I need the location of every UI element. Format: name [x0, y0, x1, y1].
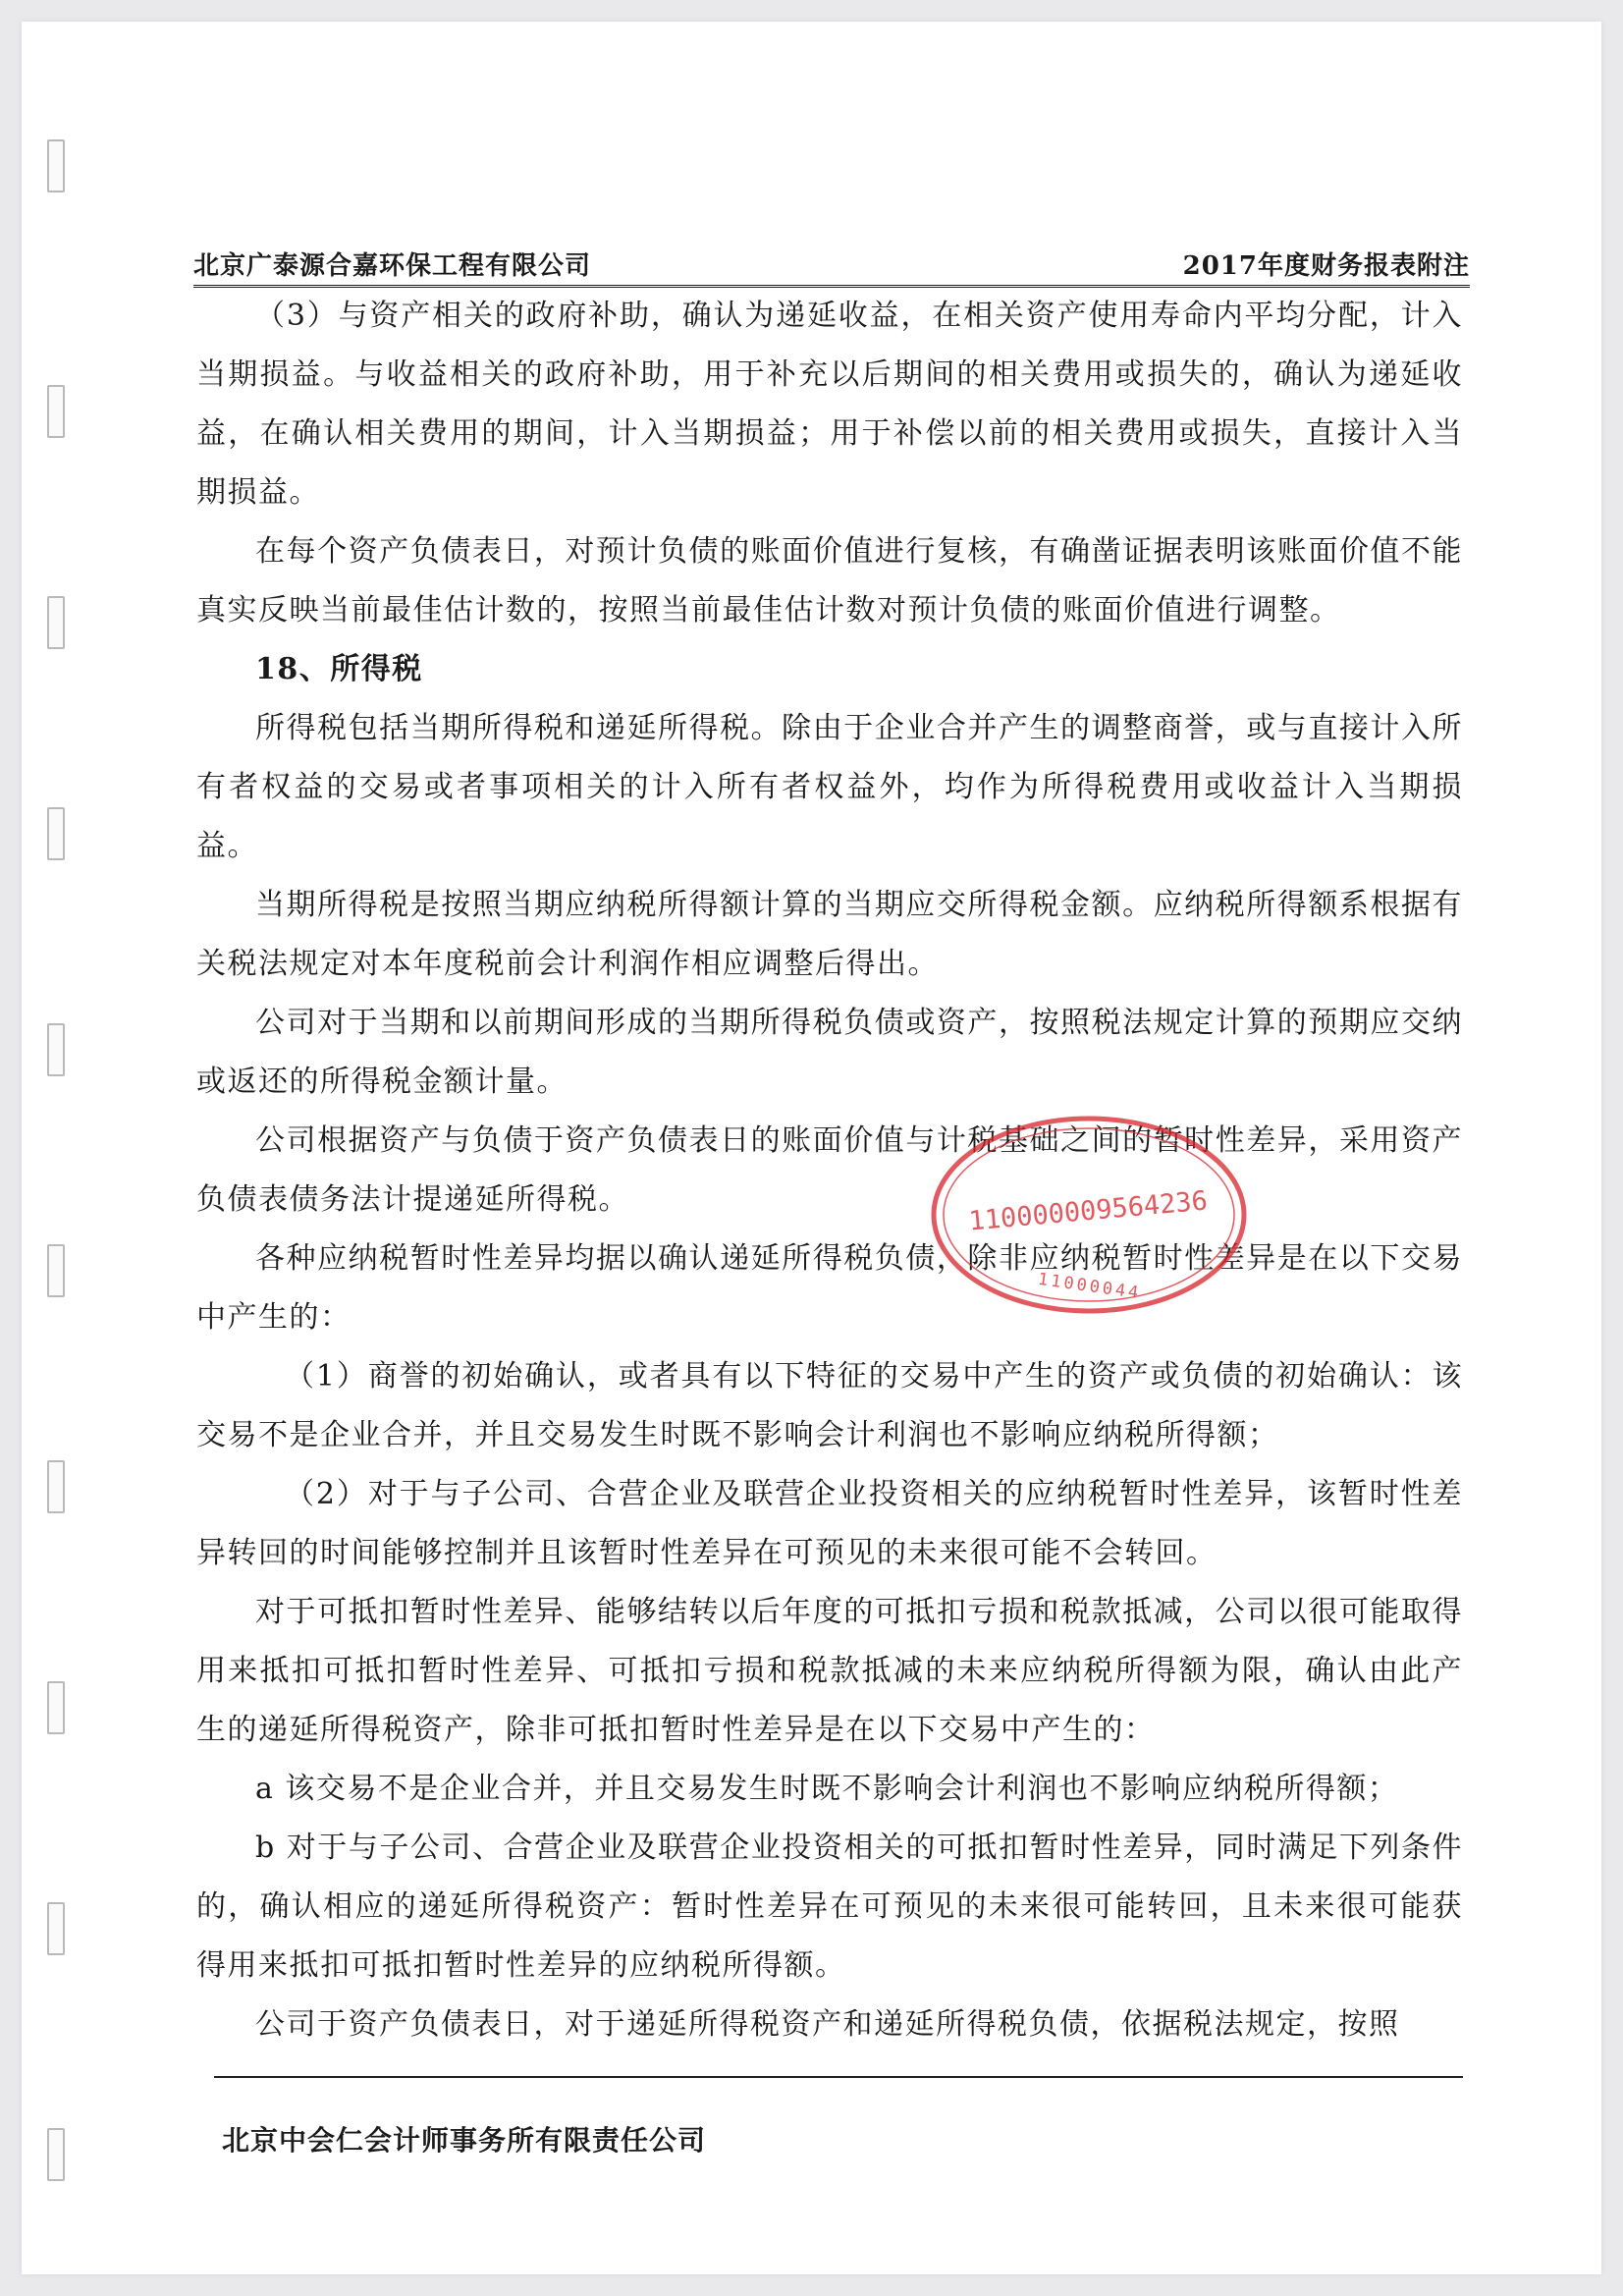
paragraph-income-tax-scope: 所得税包括当期所得税和递延所得税。除由于企业合并产生的调整商誉，或与直接计入所有者权益的交易或者事项相关的计入所有者权益外，均作为所得税费用或收益计入当期损益。	[196, 711, 1463, 863]
paragraph-exception-2: （2）对于与子公司、合营企业及联营企业投资相关的应纳税暂时性差异，该暂时性差异转回的时间能够控制并且该暂时性差异在可预见的未来很可能不会转回。	[196, 1477, 1463, 1570]
footer-firm-name: 北京中会仁会计师事务所有限责任公司	[222, 2124, 707, 2157]
paragraph-current-tax-measurement: 公司对于当期和以前期间形成的当期所得税负债或资产，按照税法规定计算的预期应交纳或返还的所得税金额计量。	[196, 1006, 1463, 1099]
binding-hole	[47, 596, 65, 649]
paragraph-current-tax: 当期所得税是按照当期应纳税所得额计算的当期应交所得税金额。应纳税所得额系根据有关税法规定对本年度税前会计利润作相应调整后得出。	[196, 888, 1463, 981]
binding-hole	[47, 807, 65, 860]
paragraph-provision-review: 在每个资产负债表日，对预计负债的账面价值进行复核，有确凿证据表明该账面价值不能真实反映当前最佳估计数的，按照当前最佳估计数对预计负债的账面价值进行调整。	[196, 534, 1463, 628]
section-heading-income-tax: 18、所得税	[255, 652, 423, 686]
paragraph-deferred-tax-method: 公司根据资产与负债于资产负债表日的账面价值与计税基础之间的暂时性差异，采用资产负债表债务法计提递延所得税。	[196, 1123, 1463, 1217]
binding-hole	[47, 1902, 65, 1955]
binding-hole	[47, 2128, 65, 2181]
document-body	[196, 287, 1463, 2054]
header-report-title: 2017年度财务报表附注	[1182, 251, 1470, 281]
paragraph-government-grants: （3）与资产相关的政府补助，确认为递延收益，在相关资产使用寿命内平均分配，计入当期损益。与收益相关的政府补助，用于补充以后期间的相关费用或损失的，确认为递延收益，在确认相关费用的期间，计入当期损益；用于补偿以前的相关费用或损失，直接计入当期损益。	[196, 299, 1463, 510]
paragraph-balance-sheet-date: 公司于资产负债表日，对于递延所得税资产和递延所得税负债，依据税法规定，按照	[255, 2007, 1400, 2042]
header-company: 北京广泰源合嘉环保工程有限公司	[193, 251, 592, 281]
stamp-number: 110000009564236	[967, 1185, 1210, 1237]
page-footer	[214, 2076, 1463, 2157]
binding-hole	[47, 1681, 65, 1734]
paragraph-deductible-differences: 对于可抵扣暂时性差异、能够结转以后年度的可抵扣亏损和税款抵减，公司以很可能取得用来抵扣可抵扣暂时性差异、可抵扣亏损和税款抵减的未来应纳税所得额为限，确认由此产生的递延所得税资产，除非可抵扣暂时性差异是在以下交易中产生的：	[196, 1595, 1463, 1747]
binding-hole	[47, 385, 65, 438]
document-page	[22, 22, 1601, 2274]
binding-hole	[47, 1023, 65, 1076]
stamp-serial: 11000044	[1036, 1269, 1143, 1304]
binding-hole	[47, 1244, 65, 1297]
binding-hole	[47, 1460, 65, 1513]
page-header	[193, 246, 1470, 288]
binding-hole	[47, 139, 65, 192]
paragraph-taxable-differences: 各种应纳税暂时性差异均据以确认递延所得税负债，除非应纳税暂时性差异是在以下交易中产生的：	[196, 1241, 1463, 1335]
paragraph-exception-b: b 对于与子公司、合营企业及联营企业投资相关的可抵扣暂时性差异，同时满足下列条件的，确认相应的递延所得税资产：暂时性差异在可预见的未来很可能转回，且未来很可能获得用来抵扣可抵扣暂时性差异的应纳税所得额。	[196, 1831, 1463, 1983]
paragraph-exception-a: a 该交易不是企业合并，并且交易发生时既不影响会计利润也不影响应纳税所得额；	[255, 1772, 1399, 1806]
paragraph-exception-1: （1）商誉的初始确认，或者具有以下特征的交易中产生的资产或负债的初始确认：该交易不是企业合并，并且交易发生时既不影响会计利润也不影响应纳税所得额；	[196, 1359, 1463, 1452]
